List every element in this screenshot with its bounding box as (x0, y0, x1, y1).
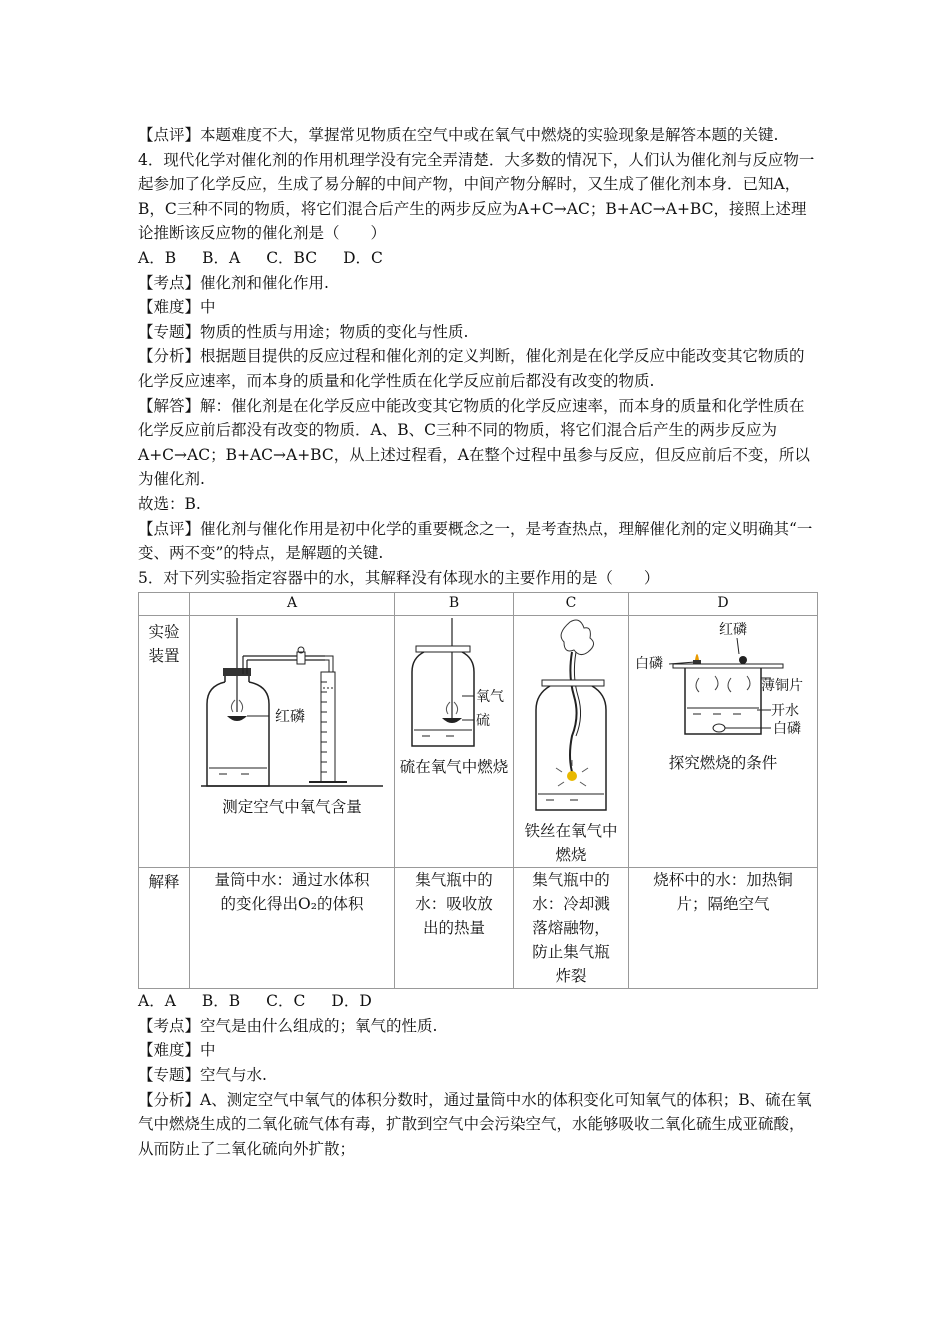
row-label-apparatus: 实验装置 (139, 616, 190, 868)
label-red-phosphorus-d: 红磷 (719, 622, 747, 639)
q4-option-d: D．C (343, 248, 383, 267)
q5-option-a: A．A (138, 992, 176, 1011)
q5-option-c: C．C (266, 992, 306, 1011)
apparatus-c-figure (522, 616, 620, 812)
table-header-d: D (629, 593, 818, 616)
apparatus-b-figure (402, 616, 506, 748)
apparatus-a-figure (197, 616, 387, 788)
label-boiling-water: 开水 (771, 703, 799, 720)
q4-option-b: B．A (202, 248, 241, 267)
q5-option-d: D．D (331, 992, 372, 1011)
explanation-a: 量筒中水：通过水体积的变化得出O₂的体积 (190, 868, 395, 989)
q5-stem: 5．对下列实验指定容器中的水，其解释没有体现水的主要作用的是（ ） (138, 568, 660, 587)
q4-jieda: 【解答】解：催化剂是在化学反应中能改变其它物质的化学反应速率，而本身的质量和化学性质在化学反应前后都没有改变的物质．A、B、C三种不同的物质，将它们混合后产生的两步反应为A+C→AC；B+AC→A+BC，从上述过程看，A在整个过程中虽参与反应，但反应前后不变，所以为催化剂. (138, 396, 810, 489)
caption-a: 测定空气中氧气含量 (222, 798, 362, 817)
label-white-phosphorus-top: 白磷 (635, 656, 663, 673)
experiment-table (138, 592, 818, 989)
q5-option-b: B．B (201, 992, 241, 1011)
q5-options (138, 989, 818, 1014)
q4-kaodian: 【考点】催化剂和催化作用. (138, 273, 329, 292)
label-white-phosphorus-bottom: 白磷 (773, 721, 801, 738)
explanation-c: 集气瓶中的水：冷却溅落熔融物，防止集气瓶炸裂 (514, 868, 629, 989)
explanation-b: 集气瓶中的水：吸收放出的热量 (395, 868, 514, 989)
cell-d-apparatus (629, 616, 818, 868)
cell-a-apparatus (190, 616, 395, 868)
q5-zhuanti: 【专题】空气与水. (138, 1066, 267, 1085)
q4-fenxi: 【分析】根据题目提供的反应过程和催化剂的定义判断，催化剂是在化学反应中能改变其它物质的化学反应速率，而本身的质量和化学性质在化学反应前后都没有改变的物质. (138, 347, 805, 390)
table-header-b: B (395, 593, 514, 616)
q5-kaodian: 【考点】空气是由什么组成的；氧气的性质. (138, 1016, 438, 1035)
caption-b: 硫在氧气中燃烧 (399, 758, 509, 777)
label-oxygen-b: 氧气 (476, 689, 504, 706)
explanation-d: 烧杯中的水：加热铜片；隔绝空气 (629, 868, 818, 989)
q4-stem: 4．现代化学对催化剂的作用机理学没有完全弄清楚．大多数的情况下，人们认为催化剂与反应物一起参加了化学反应，生成了易分解的中间产物，中间产物分解时，又生成了催化剂本身．已知A，B，C三种不同的物质，将它们混合后产生的两步反应为A+C→AC；B+AC→A+BC，接照上述理论推断该反应物的催化剂是（ ） (138, 150, 815, 243)
apparatus-d-figure (633, 616, 813, 744)
caption-d: 探究燃烧的条件 (668, 754, 778, 773)
q4-answer: 故选：B. (138, 494, 201, 513)
label-copper-sheet: 薄铜片 (761, 678, 803, 695)
cell-c-apparatus (514, 616, 629, 868)
q4-nandu: 【难度】中 (138, 298, 216, 317)
table-header-c: C (514, 593, 629, 616)
q4-dianping: 【点评】催化剂与催化作用是初中化学的重要概念之一，是考查热点，理解催化剂的定义明确其“一变、两不变”的特点，是解题的关键. (138, 519, 813, 563)
cell-b-apparatus (395, 616, 514, 868)
q4-zhuanti: 【专题】物质的性质与用途；物质的变化与性质. (138, 322, 469, 341)
label-sulfur-b: 硫 (476, 713, 490, 730)
q3-comment: 【点评】本题难度不大，掌握常见物质在空气中或在氧气中燃烧的实验现象是解答本题的关键. (138, 126, 779, 144)
q4-options (138, 246, 818, 271)
q4-option-a: A．B (138, 248, 177, 267)
q4-option-c: C．BC (266, 248, 318, 267)
document-body (138, 123, 818, 1161)
q5-nandu: 【难度】中 (138, 1041, 216, 1060)
table-header-blank (139, 593, 190, 616)
q5-fenxi: 【分析】A、测定空气中氧气的体积分数时，通过量筒中水的体积变化可知氧气的体积；B、硫在氧气中燃烧生成的二氧化硫气体有毒，扩散到空气中会污染空气，水能够吸收二氧化硫生成亚硫酸，从而防止了二氧化硫向外扩散； (138, 1090, 812, 1158)
table-header-a: A (190, 593, 395, 616)
caption-c: 铁丝在氧气中燃烧 (524, 822, 618, 865)
row-label-explanation: 解释 (139, 868, 190, 989)
label-red-phosphorus-a: 红磷 (275, 707, 306, 726)
